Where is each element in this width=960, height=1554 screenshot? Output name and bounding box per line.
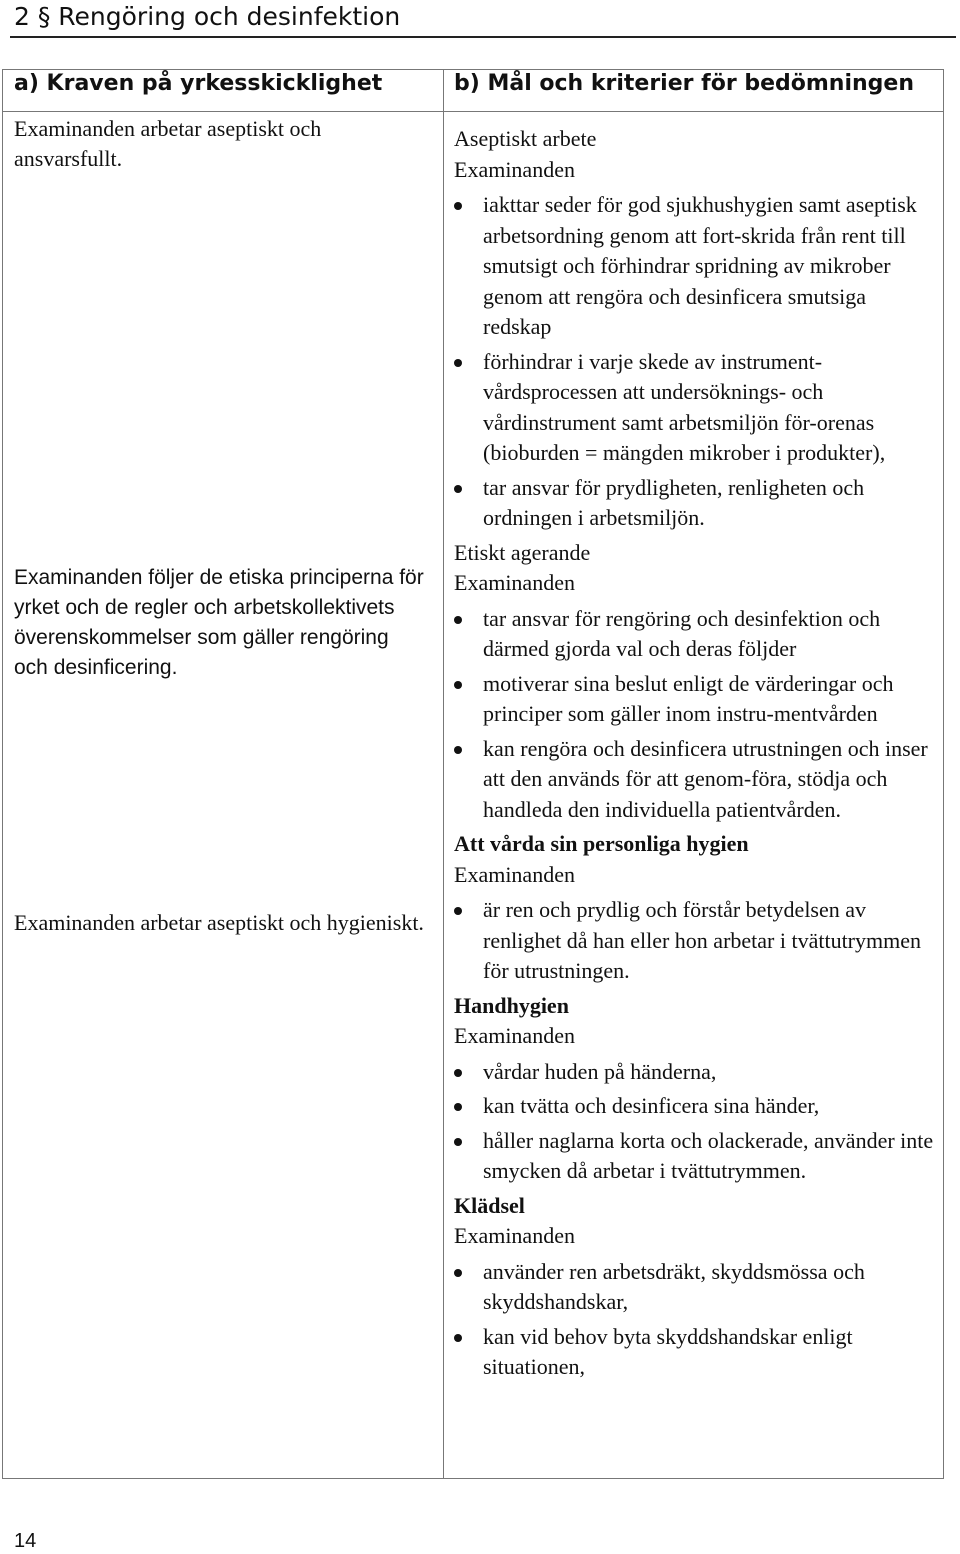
list-item: motiverar sina beslut enligt de värderingar och principer som gäller inom instru-mentvården bbox=[454, 669, 936, 730]
bullet-icon bbox=[454, 202, 462, 210]
criteria-section bbox=[454, 1191, 936, 1383]
criteria-section bbox=[454, 124, 936, 534]
section-subtitle: Examinanden bbox=[454, 1223, 575, 1248]
requirement-2: Examinanden följer de etiska principerna för yrket och de regler och arbetskollektivets överenskommelser som gäller rengöring och desinficering. bbox=[14, 566, 424, 679]
list-item: är ren och prydlig och förstår betydelsen av renlighet då han eller hon arbetar i tvättutrymmen för utrustningen. bbox=[454, 895, 936, 987]
bullet-icon bbox=[454, 1103, 462, 1111]
bullet-icon bbox=[454, 1069, 462, 1077]
bullet-icon bbox=[454, 746, 462, 754]
list-item: iakttar seder för god sjukhushygien samt aseptisk arbetsordning genom att fort-skrida från rent till smutsigt och förhindrar spridning av mikrober genom att rengöra och desinficera smutsiga redskap bbox=[454, 190, 936, 343]
list-item: förhindrar i varje skede av instrument-vårdsprocessen att undersöknings- och vårdinstrument samt arbetsmiljön för-orenas (bioburden = mängden mikrober i produkter), bbox=[454, 347, 936, 469]
column-a-header: a) Kraven på yrkesskicklighet bbox=[14, 71, 383, 96]
table-header-divider bbox=[2, 111, 944, 112]
section-title: Handhygien bbox=[454, 992, 569, 1018]
bullet-icon bbox=[454, 907, 462, 915]
criteria-list bbox=[454, 1057, 936, 1187]
bullet-icon bbox=[454, 485, 462, 493]
column-b-header: b) Mål och kriterier för bedömningen bbox=[454, 71, 915, 96]
criteria-list bbox=[454, 604, 936, 826]
section-title: Att vårda sin personliga hygien bbox=[454, 831, 749, 856]
list-item: håller naglarna korta och olackerade, använder inte smycken då arbetar i tvättutrymmen. bbox=[454, 1126, 936, 1187]
section-title: Klädsel bbox=[454, 1192, 525, 1218]
bullet-icon bbox=[454, 1138, 462, 1146]
section-title: Etiskt agerande bbox=[454, 539, 591, 565]
criteria-section bbox=[454, 829, 936, 987]
criteria-section bbox=[454, 538, 936, 826]
list-item: använder ren arbetsdräkt, skyddsmössa och skyddshandskar, bbox=[454, 1257, 936, 1318]
section-subtitle: Examinanden bbox=[454, 156, 575, 182]
bullet-icon bbox=[454, 1334, 462, 1342]
section-title: Aseptiskt arbete bbox=[454, 126, 597, 151]
criteria-list bbox=[454, 190, 936, 534]
list-item: vårdar huden på händerna, bbox=[454, 1057, 936, 1088]
bullet-icon bbox=[454, 681, 462, 689]
header-rule bbox=[10, 36, 956, 38]
section-subtitle: Examinanden bbox=[454, 861, 575, 887]
list-item: tar ansvar för prydligheten, renligheten och ordningen i arbetsmiljön. bbox=[454, 473, 936, 534]
criteria-column bbox=[454, 124, 936, 1387]
bullet-icon bbox=[454, 616, 462, 624]
section-subtitle: Examinanden bbox=[454, 570, 575, 595]
bullet-icon bbox=[454, 359, 462, 367]
criteria-list bbox=[454, 895, 936, 987]
section-subtitle: Examinanden bbox=[454, 1023, 575, 1048]
page-number: 14 bbox=[14, 1530, 37, 1552]
table-column-divider bbox=[443, 69, 444, 1478]
bullet-icon bbox=[454, 1269, 462, 1277]
list-item: kan vid behov byta skyddshandskar enligt situationen, bbox=[454, 1322, 936, 1383]
page-header-title: 2 § Rengöring och desinfektion bbox=[14, 2, 401, 31]
criteria-section bbox=[454, 991, 936, 1187]
table-bottom-border bbox=[2, 1478, 944, 1479]
criteria-list bbox=[454, 1257, 936, 1383]
table-left-border bbox=[2, 69, 3, 1478]
list-item: kan tvätta och desinficera sina händer, bbox=[454, 1091, 936, 1122]
list-item: tar ansvar för rengöring och desinfektion och därmed gjorda val och deras följder bbox=[454, 604, 936, 665]
table-right-border bbox=[943, 69, 944, 1478]
requirement-3: Examinanden arbetar aseptiskt och hygieniskt. bbox=[14, 910, 424, 935]
list-item: kan rengöra och desinficera utrustningen och inser att den används för att genom-föra, stödja och handleda den individuella patientvården. bbox=[454, 734, 936, 826]
requirement-1: Examinanden arbetar aseptiskt och ansvarsfullt. bbox=[14, 116, 322, 171]
